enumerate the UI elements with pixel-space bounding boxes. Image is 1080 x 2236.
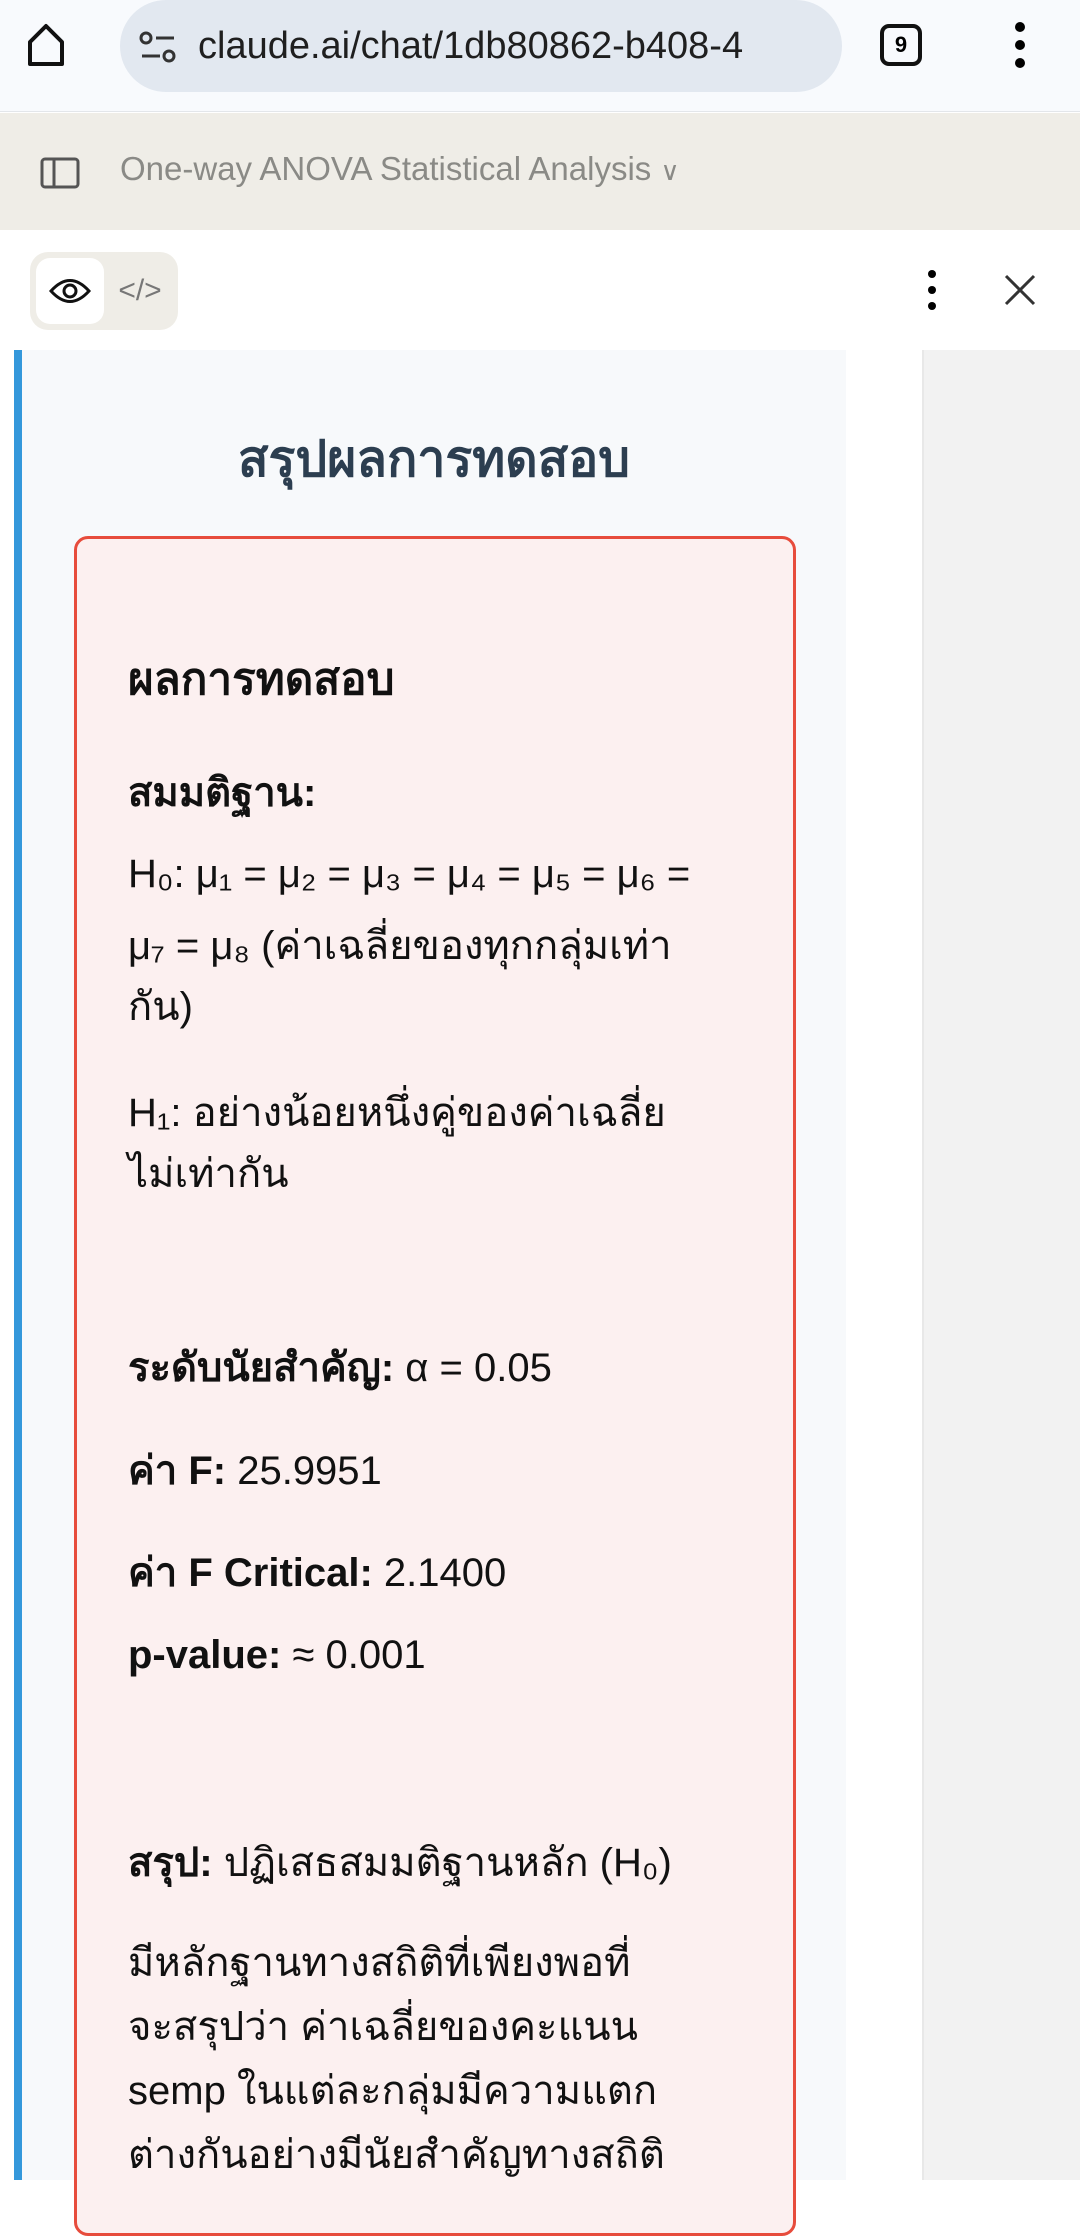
- chat-title[interactable]: [120, 150, 679, 188]
- left-accent-bar: [14, 350, 22, 2180]
- p-value: ≈ 0.001: [281, 1633, 426, 1677]
- h1-line-2: ไม่เท่ากัน: [128, 1152, 289, 1196]
- section-heading: สรุปผลการทดสอบ: [238, 431, 630, 487]
- conclusion-paragraph-line: มีหลักฐานทางสถิติที่เพียงพอที่: [128, 1941, 631, 1985]
- sidebar-toggle-icon[interactable]: [40, 157, 80, 189]
- h0-line-1: H₀: μ₁ = μ₂ = μ₃ = μ₄ = μ₅ = μ₆ =: [128, 852, 691, 896]
- h0-line-3: กัน): [128, 985, 193, 1029]
- tab-count: 9: [894, 32, 908, 57]
- more-vert-icon[interactable]: [1010, 20, 1030, 70]
- fcrit-row: [128, 1540, 506, 1604]
- eye-icon: [49, 276, 91, 306]
- chat-title-text: One-way ANOVA Statistical Analysis: [120, 150, 652, 187]
- url-bar[interactable]: [120, 0, 842, 92]
- conclusion-paragraph-line: ต่างกันอย่างมีนัยสำคัญทางสถิติ: [128, 2133, 665, 2177]
- side-panel: [922, 350, 1080, 2180]
- f-row: [128, 1438, 382, 1502]
- fcrit-label: ค่า F Critical:: [128, 1551, 373, 1595]
- code-button[interactable]: [110, 258, 170, 324]
- f-label: ค่า F:: [128, 1449, 227, 1493]
- preview-button[interactable]: [36, 258, 104, 324]
- conclusion-label: สรุป:: [128, 1841, 213, 1885]
- home-icon[interactable]: [26, 22, 66, 68]
- code-icon: </>: [118, 274, 162, 307]
- chevron-down-icon: ∨: [660, 156, 680, 186]
- close-icon[interactable]: [1004, 274, 1036, 306]
- tab-count-button[interactable]: [880, 24, 922, 66]
- conclusion-row: [128, 1830, 672, 1894]
- fcrit-value: 2.1400: [372, 1551, 507, 1595]
- p-label: p-value:: [128, 1633, 282, 1677]
- conclusion-value: ปฏิเสธสมมติฐานหลัก (H₀): [212, 1841, 672, 1885]
- f-value: 25.9951: [226, 1449, 382, 1493]
- alpha-value: α = 0.05: [394, 1346, 552, 1390]
- p-row: [128, 1633, 426, 1678]
- artifact-menu-icon[interactable]: [922, 268, 942, 312]
- conclusion-paragraph-line: semp ในแต่ละกลุ่มมีความแตก: [128, 2069, 658, 2113]
- h0-line-2: μ₇ = μ₈ (ค่าเฉลี่ยของทุกกลุ่มเท่า: [128, 924, 672, 968]
- h1-line-1: H₁: อย่างน้อยหนึ่งคู่ของค่าเฉลี่ย: [128, 1091, 666, 1135]
- conclusion-paragraph-line: จะสรุปว่า ค่าเฉลี่ยของคะแนน: [128, 2005, 638, 2049]
- hypothesis-label: สมมติฐาน:: [128, 771, 317, 815]
- alpha-row: [128, 1335, 552, 1399]
- card-title: ผลการทดสอบ: [128, 655, 395, 704]
- url-text: claude.ai/chat/1db80862-b408-4: [198, 24, 744, 67]
- alpha-label: ระดับนัยสำคัญ:: [128, 1346, 395, 1390]
- site-settings-icon[interactable]: [138, 30, 178, 64]
